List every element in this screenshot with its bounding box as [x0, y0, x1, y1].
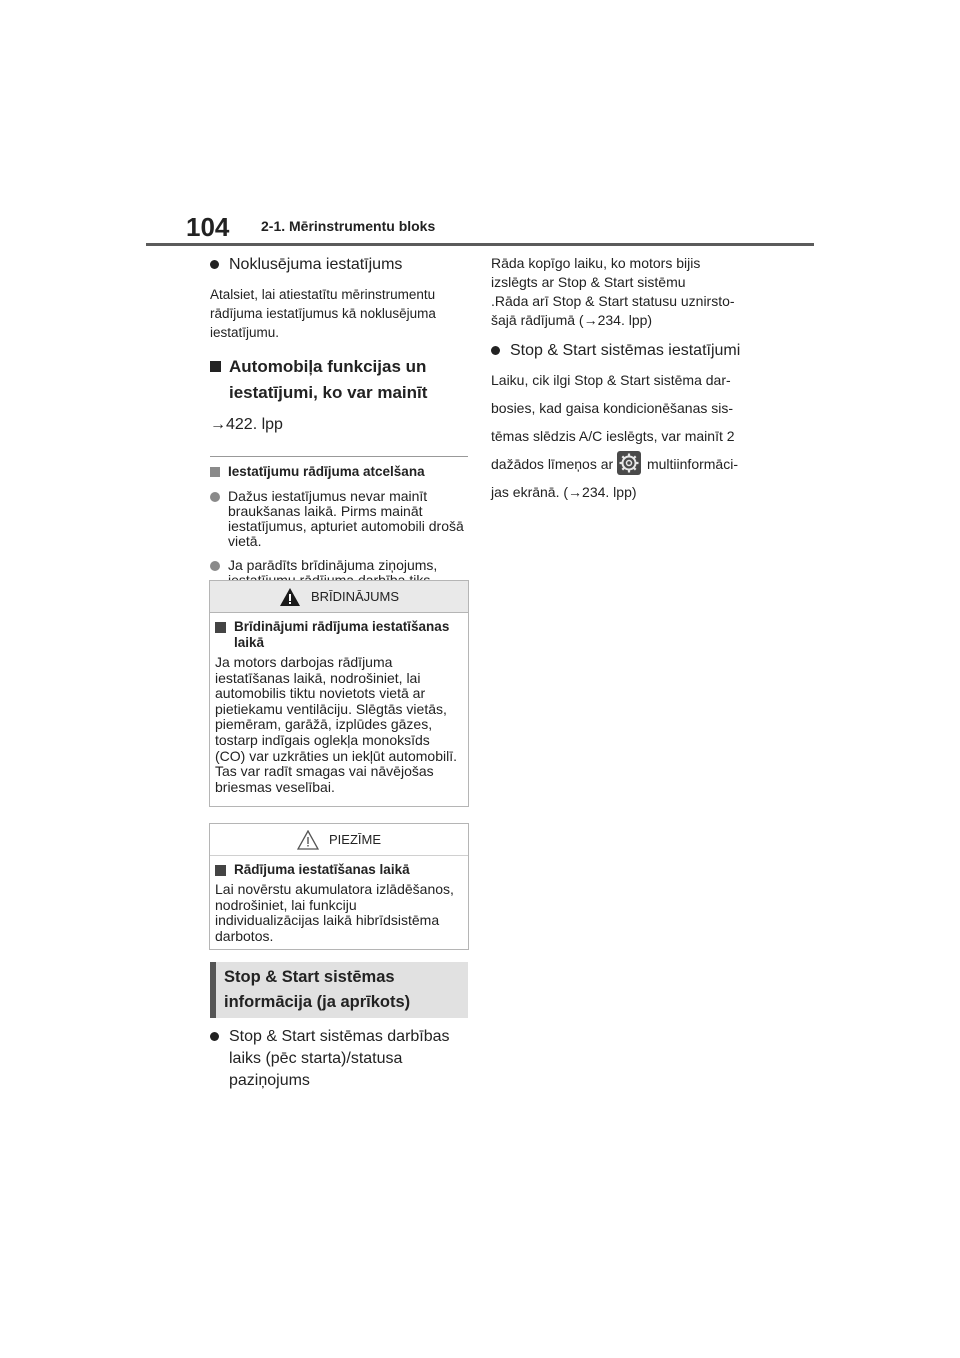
settings-heading: Stop & Start sistēmas iestatījumi: [491, 340, 753, 362]
notice-box-header: [210, 824, 468, 856]
stop-start-bullet: Stop & Start sistēmas darbības laiks (pēc starta)/statusa paziņojums: [210, 1026, 468, 1092]
chapter-title: 2-1. Mērinstrumentu bloks: [261, 218, 436, 234]
square-bullet-icon: [215, 865, 226, 876]
section-banner: [210, 962, 468, 1018]
left-column: [210, 252, 468, 612]
warning-box: [209, 580, 469, 807]
warning-heading: Brīdinājumi rādījuma iestatīšanas laikā: [215, 619, 463, 651]
features-reference[interactable]: →422. lpp: [210, 416, 283, 433]
bullet-icon: [210, 260, 219, 269]
notice-triangle-icon: [297, 830, 319, 850]
bullet-icon: [210, 561, 220, 571]
right-column: [491, 252, 753, 506]
notice-title: PIEZĪME: [328, 832, 381, 847]
notice-text: Lai novērstu akumulatora izlādēšanos, nodrošiniet, lai funkciju individualizācijas laikā hibrīdsistēma darbotos.: [215, 881, 454, 944]
list-item: Ja parādīts brīdinājuma ziņojums,: [210, 558, 468, 603]
section-title: Stop & Start sistēmas informācija (ja aprīkots): [224, 968, 411, 1011]
bullet-icon: [210, 1032, 219, 1041]
warning-box-header: [210, 581, 468, 613]
cancel-heading: Iestatījumu rādījuma atcelšana: [210, 464, 468, 480]
bullet-icon: [491, 346, 500, 355]
stop-start-description: Rāda kopīgo laiku, ko motors bijis izslēgts ar Stop & Start sistēmu .Rāda arī Stop & Start statusu uznirsto- šajā rādījumā (→234. lpp): [491, 255, 735, 328]
settings-description: Laiku, cik ilgi Stop & Start sistēma dar- bosies, kad gaisa kondicionēšanas sis- tēmas slēdzis A/C ieslēgts, var mainīt 2 dažādos līmeņos ar multiinformāci- jas ekrānā. (→234. lpp): [491, 372, 738, 500]
warning-title: BRĪDINĀJUMS: [310, 589, 400, 604]
header-rule: [146, 243, 814, 246]
features-heading: Automobiļa funkcijas un iestatījumi, ko var mainīt: [210, 354, 468, 406]
defaults-text: Atalsiet, lai atiestatītu mērinstrumentu rādījuma iestatījumus kā noklusējuma iestatījumu.: [210, 287, 436, 340]
page-number: 104: [186, 212, 230, 242]
square-bullet-icon: [210, 467, 220, 477]
square-bullet-icon: [215, 622, 226, 633]
square-bullet-icon: [210, 361, 221, 372]
defaults-heading: Noklusējuma iestatījums: [210, 254, 468, 276]
warning-text: Ja motors darbojas rādījuma iestatīšanas laikā, nodrošiniet, lai automobilis tiktu novietots vietā ar pietiekamu ventilāciju. Slēgtās vietās, piemēram, garāžā, izplūdes gāzes, tostarp indīgais oglekļa monoksīds (CO) var uzkrāties un iekļūt automobilī. Tas var radīt smagas vai nāvējošas briesmas veselībai.: [215, 654, 457, 795]
notice-box: [209, 823, 469, 950]
notice-heading: Rādījuma iestatīšanas laikā: [215, 862, 463, 878]
banner-accent: [210, 962, 216, 1018]
list-item: Dažus iestatījumus nevar mainīt braukšanas laikā. Pirms maināt iestatījumus, apturiet automobili drošā vietā.: [210, 489, 468, 549]
bullet-icon: [210, 492, 220, 502]
section-divider: [210, 456, 468, 457]
settings-gear-icon: [617, 451, 641, 475]
warning-triangle-icon: [279, 587, 301, 607]
